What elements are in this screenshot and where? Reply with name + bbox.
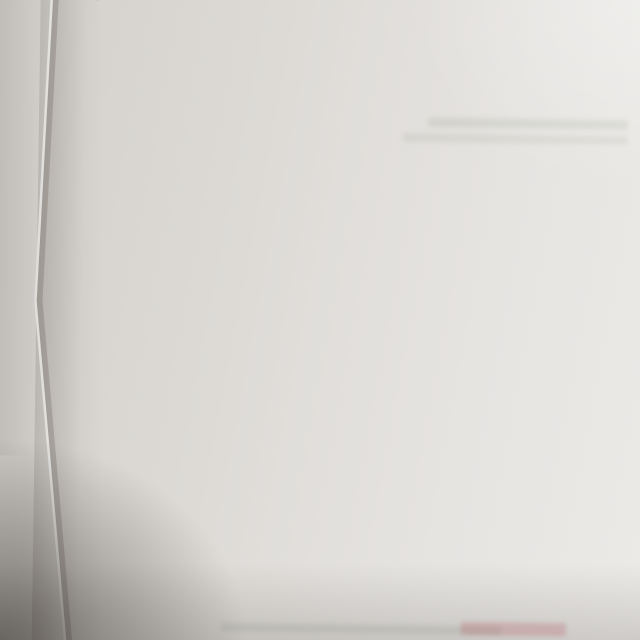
exercise-261-header xyxy=(69,0,621,32)
page-gutter-shadow xyxy=(31,0,87,640)
print-bleed-through xyxy=(428,117,628,130)
print-bleed-through xyxy=(221,622,501,635)
bleed-through-red-box xyxy=(461,622,566,636)
page-edge-highlight xyxy=(0,455,28,640)
print-bleed-through xyxy=(403,133,628,145)
page-text-column xyxy=(69,0,621,23)
pushkin-text-block xyxy=(69,0,621,32)
